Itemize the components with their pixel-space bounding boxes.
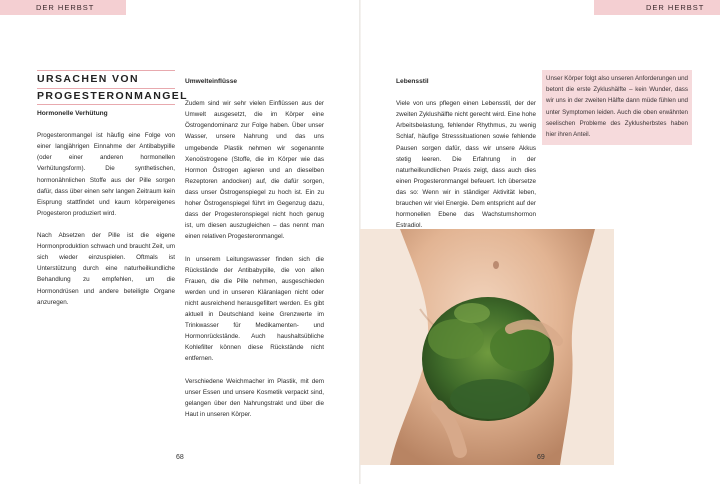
callout-box: Unser Körper folgt also unseren Anforderungen und betont die erste Zyklushälfte – kein Wunder, dass wir uns in der zweiten Hälfte dann müde fühlen und unter Symptomen leiden. Auch die oben erwähnten seelischen Probleme des Zyklusherbstes haben hier ihren Anteil. — [542, 70, 692, 145]
right-column-1 — [396, 76, 536, 242]
section-title — [37, 72, 188, 105]
running-header-right: DER HERBST — [594, 0, 720, 15]
section-title-line-2: PROGESTERONMANGEL — [37, 89, 188, 102]
left-column-1 — [37, 108, 175, 319]
photo-body-with-dill — [360, 229, 614, 465]
subheading-umwelteinfluesse: Umwelteinflüsse — [185, 78, 238, 85]
paragraph: Progesteronmangel ist häufig eine Folge von einer langjährigen Einnahme der Antibabypille (oder einer anderen hormonellen Verhütungsform). Die synthetischen, hormonähnlichen Stoffe aus der Pille sorgen dafür, dass über einen sehr langen Zeitraum kein Eisprung stattfindet und kaum körpereigenes Progesteron produziert wird. — [37, 132, 175, 217]
paragraph: Viele von uns pflegen einen Lebensstil, der der zweiten Zyklushälfte nicht gerecht wird. Eine hohe Arbeitsbelastung, fehlender Rhythmus, zu wenig Schlaf, häufige Stresssituationen sowie fehlende Pausen sorgen dafür, dass wir unsere Akkus stetig leeren. Die Erfahrung in der naturheilkundlichen Praxis zeigt, dass auch dies einen Progesteronmangel befeuert. Ich übersetze das so: Wenn wir in ständiger Aktivität leben, brauchen wir viel Energie. Dem entspricht auf der hormonellen Ebene das Wachstumshormon Estradiol. — [396, 100, 536, 230]
paragraph: Zudem sind wir sehr vielen Einflüssen aus der Umwelt ausgesetzt, die im Körper eine Östrogendominanz zur Folge haben. Über unser Wasser, unsere Nahrung und das uns umgebende Plastik nehmen wir sogenannte Xenoöstrogene (Stoffe, die im Körper wie das Hormon Östrogen agieren und an dieselben Rezeptoren andocken) auf, die dafür sorgen, dass unser Östrogenspiegel zu hoch ist. Ein zu hoher Östrogenspiegel führt im Gegenzug dazu, dass der Progesteronspiegel nicht hoch genug ist, um diesen auszugleichen – das nennt man einen relativen Progesteronmangel. — [185, 100, 324, 241]
photo-illustration — [360, 229, 614, 465]
subheading-hormonelle-verhuetung: Hormonelle Verhütung — [37, 110, 108, 117]
subheading-lebensstil: Lebensstil — [396, 78, 429, 85]
title-underline — [37, 104, 175, 105]
paragraph: Verschiedene Weichmacher im Plastik, mit dem unser Essen und unsere Kosmetik verpackt sind, gelangen über den Nahrungstrakt und über die Haut in unseren Körper. — [185, 377, 324, 418]
section-title-line-1: URSACHEN VON — [37, 73, 139, 85]
running-header-left: DER HERBST — [0, 0, 126, 15]
paragraph: Nach Absetzen der Pille ist die eigene Hormonproduktion schwach und braucht Zeit, um sich wieder einzuspielen. Oftmals ist Unterstützung durch eine naturheilkundliche Behandlung zu empfehlen, um die Hormondrüsen und andere beteiligte Organe anzuregen. — [37, 232, 175, 306]
page-number-right: 69 — [537, 454, 545, 461]
left-column-2 — [185, 76, 324, 431]
title-rule — [37, 70, 175, 71]
page-number-left: 68 — [176, 454, 184, 461]
paragraph: In unserem Leitungswasser finden sich die Rückstände der Antibabypille, die von allen Frauen, die die Pille nehmen, ausgeschieden werden und in unseren Kläranlagen nicht oder nicht ausreichend herausgefiltert werden. Es gibt aktuell in Deutschland keine Grenzwerte im Trinkwasser für Medikamenten- und Hormonrückstände. Auch haushaltsübliche Kohlefilter können diese Rückstände nicht entfernen. — [185, 255, 324, 363]
